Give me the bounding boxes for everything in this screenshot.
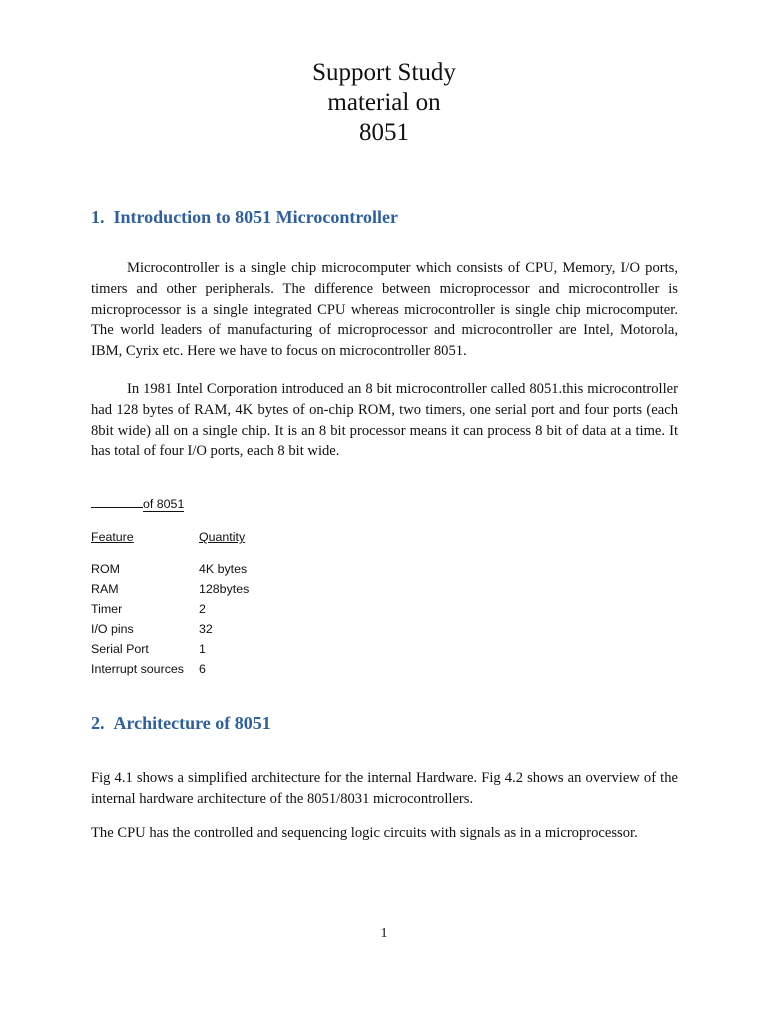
feature-cell: Interrupt sources <box>91 662 184 676</box>
section-1-number: 1. <box>91 207 105 227</box>
header-feature: Feature <box>91 530 134 544</box>
table-row <box>91 659 319 679</box>
header-quantity: Quantity <box>199 530 246 544</box>
caption-text: of 8051 <box>143 497 185 511</box>
feature-table <box>91 494 319 679</box>
title-line-1: Support Study <box>312 59 456 86</box>
intro-paragraph-2: In 1981 Intel Corporation introduced an 8 bit microcontroller called 8051.this microcontroller had 128 bytes of RAM, 4K bytes of on-chip ROM, two timers, one serial port and four ports (each 8bit wide) all on a single chip. It is an 8 bit processor means it can process 8 bit of data at a time. It has total of four I/O ports, each 8 bit wide. <box>91 381 678 460</box>
quantity-cell: 6 <box>199 662 206 676</box>
section-1-title: Introduction to 8051 Microcontroller <box>113 207 398 227</box>
table-row <box>91 579 319 599</box>
caption-blank-underline <box>91 494 143 508</box>
table-row <box>91 559 319 579</box>
architecture-paragraph-1: Fig 4.1 shows a simplified architecture for the internal Hardware. Fig 4.2 shows an overview of the internal hardware architecture of the 8051/8031 microcontrollers. <box>91 770 678 807</box>
document-title <box>0 58 768 148</box>
quantity-cell: 32 <box>199 622 213 636</box>
feature-cell: I/O pins <box>91 622 134 636</box>
architecture-paragraph-2: The CPU has the controlled and sequencing logic circuits with signals as in a microprocessor. <box>91 825 638 841</box>
table-row <box>91 619 319 639</box>
section-2-title: Architecture of 8051 <box>113 713 271 733</box>
feature-cell: RAM <box>91 582 119 596</box>
quantity-cell: 1 <box>199 642 206 656</box>
table-caption <box>91 494 319 514</box>
section-2-number: 2. <box>91 713 105 733</box>
feature-cell: Serial Port <box>91 642 149 656</box>
quantity-cell: 2 <box>199 602 206 616</box>
section-2-heading <box>91 712 271 734</box>
title-line-2: material on <box>327 89 441 116</box>
table-row <box>91 639 319 659</box>
intro-paragraph-1: Microcontroller is a single chip microcomputer which consists of CPU, Memory, I/O ports, timers and other peripherals. The difference between microprocessor and microcontroller is microprocessor is a single integrated CPU whereas microcontroller is single chip microcomputer. The world leaders of manufacturing of microprocessor and microcontroller are Intel, Motorola, IBM, Cyrix etc. Here we have to focus on microcontroller 8051. <box>91 260 678 360</box>
feature-cell: Timer <box>91 602 123 616</box>
title-line-3: 8051 <box>359 119 409 146</box>
feature-cell: ROM <box>91 562 120 576</box>
page-number: 1 <box>380 926 388 941</box>
table-row <box>91 599 319 619</box>
quantity-cell: 128bytes <box>199 582 250 596</box>
table-body <box>91 559 319 679</box>
section-1-heading <box>91 206 398 228</box>
quantity-cell: 4K bytes <box>199 562 248 576</box>
table-header-row <box>91 527 319 547</box>
